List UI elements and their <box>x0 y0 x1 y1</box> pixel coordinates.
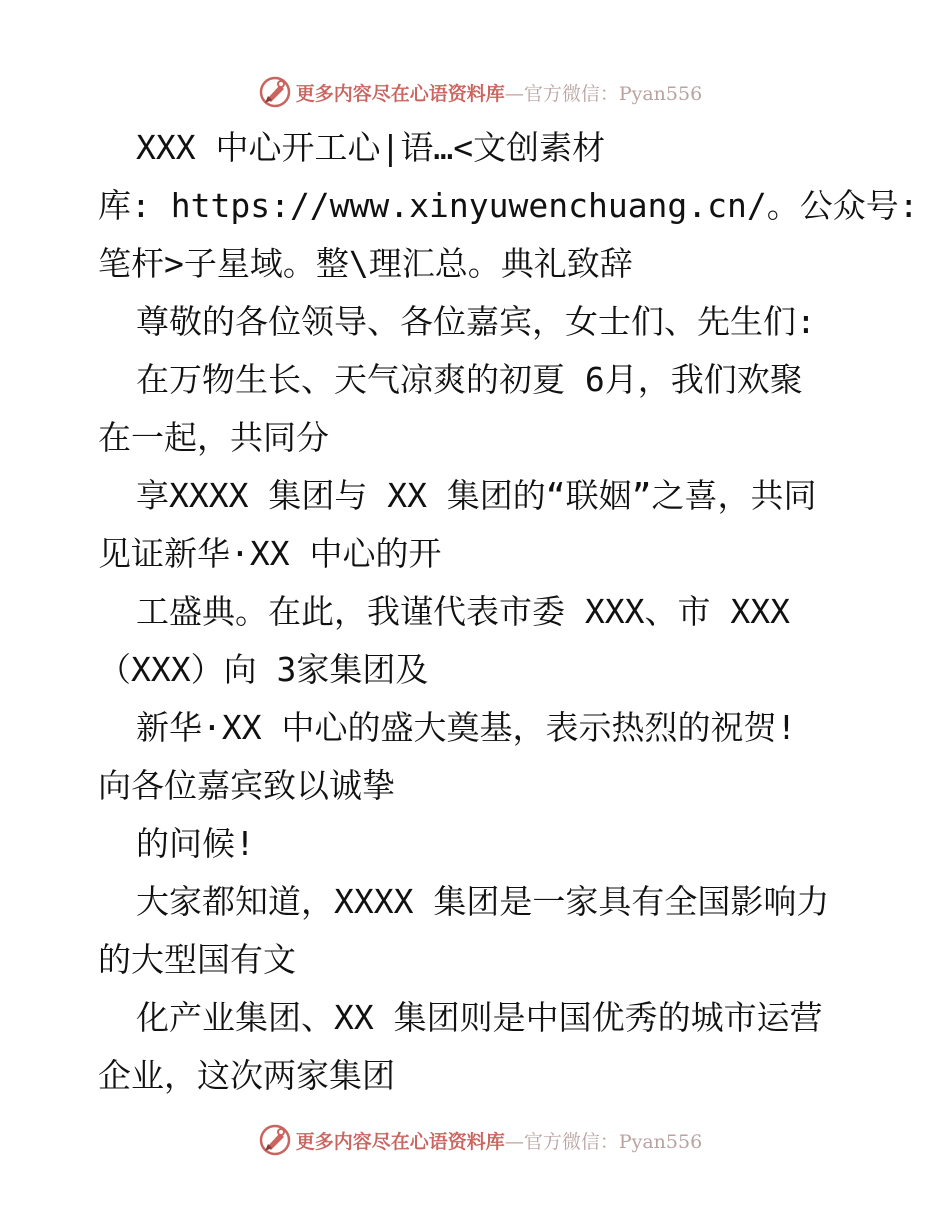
text-line: 见证新华·XX 中心的开 <box>98 534 442 573</box>
pen-nib-logo-icon <box>258 75 292 109</box>
text-line: 笔杆>子星域。整\理汇总。典礼致辞 <box>98 244 633 283</box>
pen-nib-logo-icon <box>258 1123 292 1157</box>
text-line: 在一起，共同分 <box>98 418 329 457</box>
text-line: 工盛典。在此，我谨代表市委 XXX、市 XXX <box>136 592 790 631</box>
text-line: 企业，这次两家集团 <box>98 1056 395 1095</box>
text-line: 享XXXX 集团与 XX 集团的“联姻”之喜，共同 <box>136 476 817 515</box>
banner-text: 更多内容尽在心语资料库—官方微信：Pyan556 <box>295 1130 703 1153</box>
footer-banner <box>0 1120 950 1160</box>
text-line: 尊敬的各位领导、各位嘉宾，女士们、先生们: <box>136 302 816 341</box>
text-line: 化产业集团、XX 集团则是中国优秀的城市运营 <box>136 998 823 1037</box>
text-line: 在万物生长、天气凉爽的初夏 6月，我们欢聚 <box>136 360 803 399</box>
text-line: 的大型国有文 <box>98 940 296 979</box>
text-line: 大家都知道，XXXX 集团是一家具有全国影响力 <box>136 882 830 921</box>
text-line: 新华·XX 中心的盛大奠基，表示热烈的祝贺! <box>136 708 797 747</box>
text-line: 向各位嘉宾致以诚挚 <box>98 766 395 805</box>
banner-text: 更多内容尽在心语资料库—官方微信：Pyan556 <box>295 82 703 105</box>
text-line: 库: https://www.xinyuwenchuang.cn/。公众号: <box>98 186 919 225</box>
header-banner <box>0 72 950 112</box>
text-line: 的问候! <box>136 824 255 863</box>
text-line: （XXX）向 3家集团及 <box>98 650 429 689</box>
text-line: XXX 中心开工心|语…<文创素材 <box>136 128 606 167</box>
